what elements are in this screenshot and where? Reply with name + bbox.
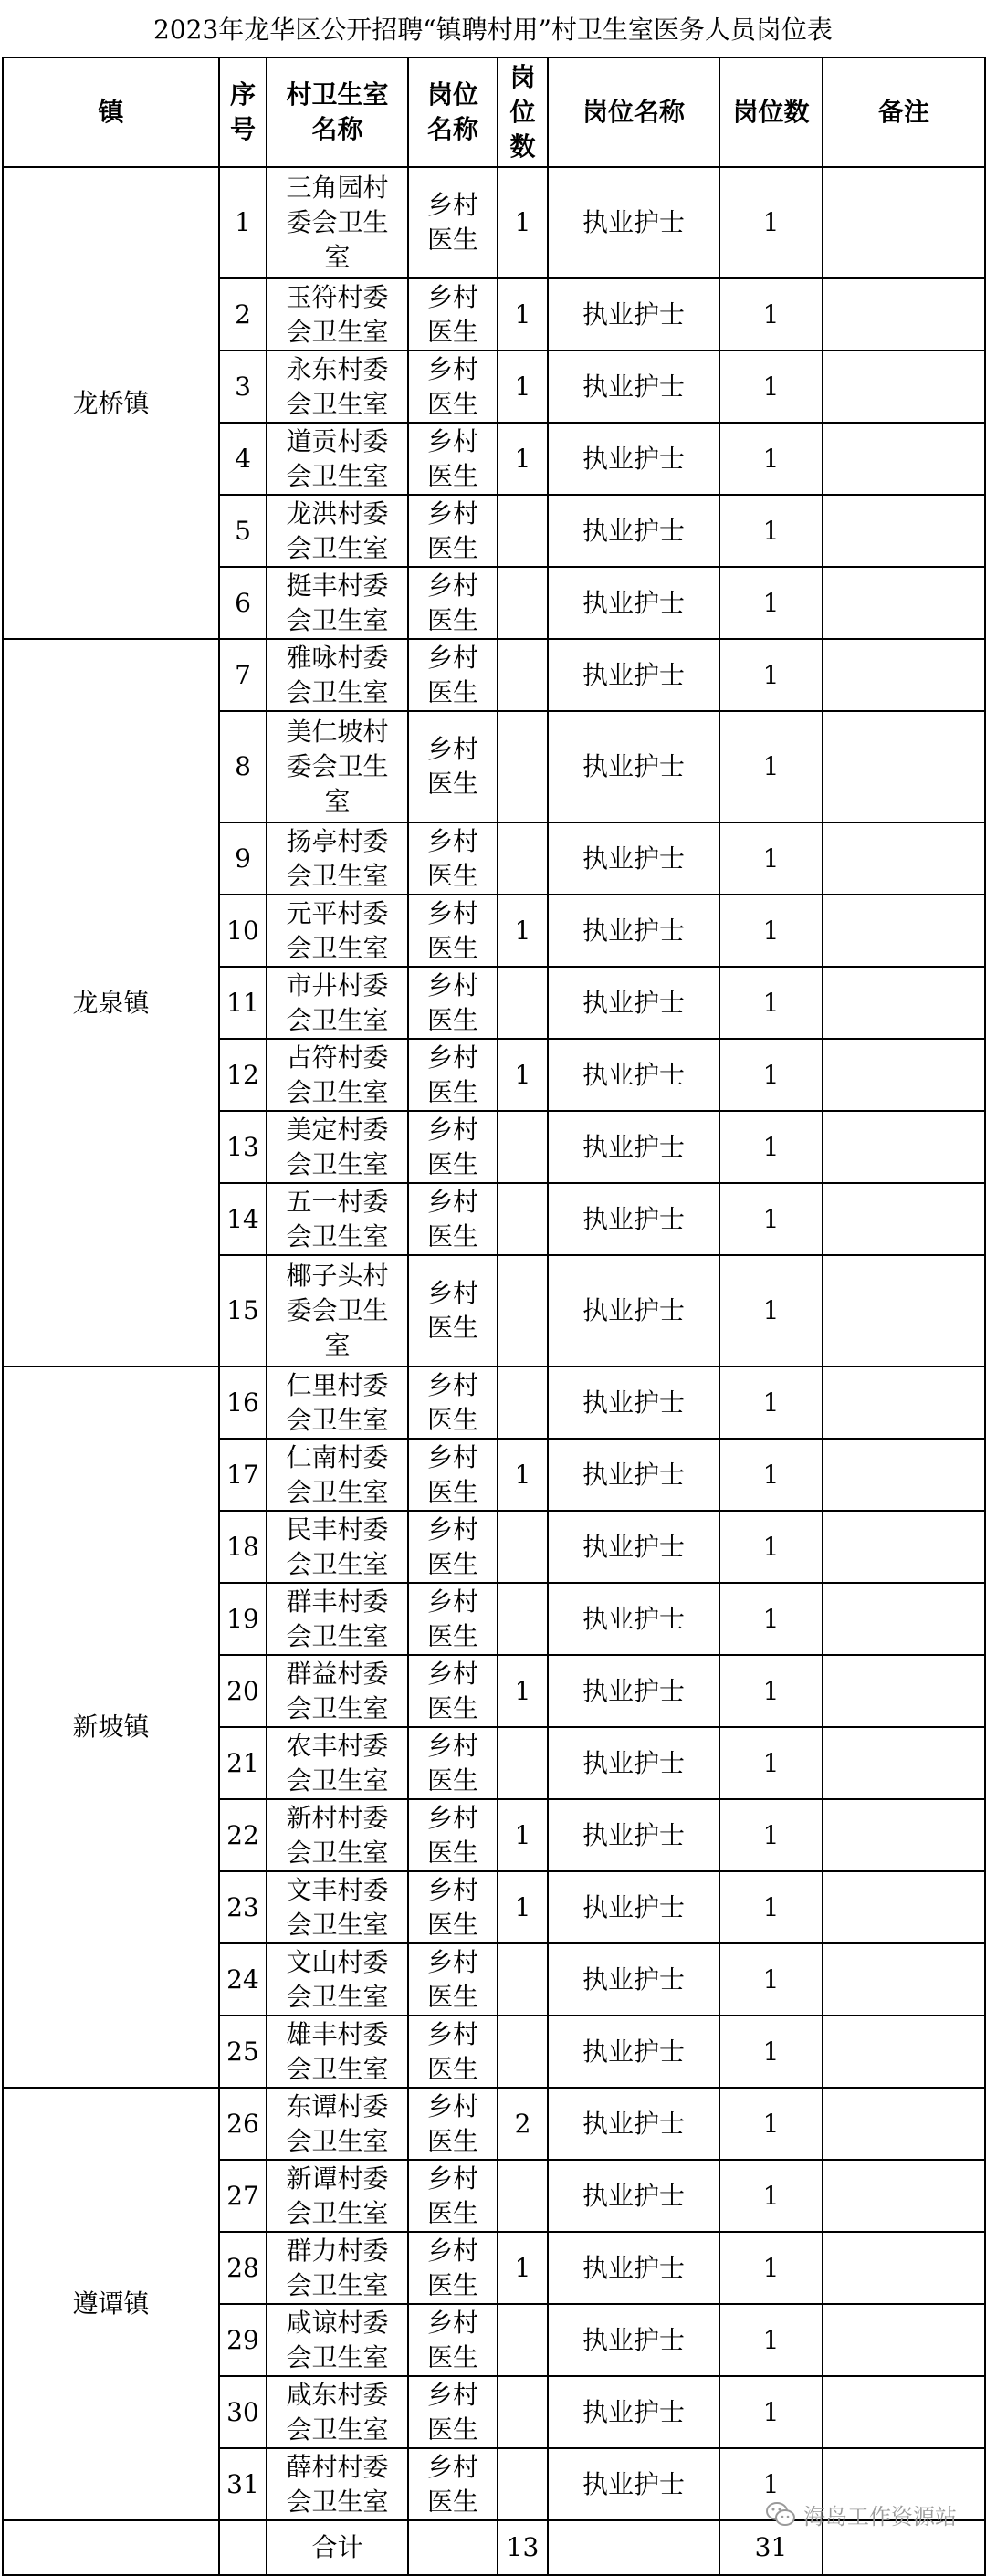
post-name-cell: 乡村医生 (408, 1367, 498, 1439)
seq-cell: 13 (219, 1111, 267, 1183)
post-name-cell: 乡村医生 (408, 2304, 498, 2376)
post-count-2-cell: 1 (719, 711, 823, 822)
post-count-cell: 1 (498, 351, 548, 423)
seq-cell: 17 (219, 1439, 267, 1511)
remark-cell (823, 1871, 985, 1943)
clinic-cell: 三角园村委会卫生室 (267, 167, 408, 278)
seq-cell: 19 (219, 1583, 267, 1655)
clinic-cell: 民丰村委会卫生室 (267, 1511, 408, 1583)
post-count-cell: 1 (498, 2232, 548, 2304)
post-count-2-cell: 1 (719, 895, 823, 967)
clinic-cell: 椰子头村委会卫生室 (267, 1255, 408, 1367)
remark-cell (823, 1039, 985, 1111)
remark-cell (823, 2304, 985, 2376)
post-count-2-cell: 1 (719, 167, 823, 278)
post-count-2-cell: 1 (719, 278, 823, 351)
post-count-cell: 1 (498, 1655, 548, 1727)
remark-cell (823, 1655, 985, 1727)
post-count-cell: 1 (498, 1039, 548, 1111)
seq-cell: 26 (219, 2088, 267, 2160)
post-count-cell: 1 (498, 895, 548, 967)
clinic-cell: 雅咏村委会卫生室 (267, 639, 408, 711)
post-name-cell: 乡村医生 (408, 423, 498, 495)
clinic-cell: 挺丰村委会卫生室 (267, 567, 408, 639)
post-name-2-cell: 执业护士 (548, 351, 719, 423)
remark-cell (823, 351, 985, 423)
remark-cell (823, 495, 985, 567)
clinic-cell: 薛村村委会卫生室 (267, 2448, 408, 2520)
post-count-cell (498, 1111, 548, 1183)
post-name-cell: 乡村医生 (408, 1799, 498, 1871)
total-empty-cell (548, 2520, 719, 2575)
clinic-cell: 仁南村委会卫生室 (267, 1439, 408, 1511)
post-name-cell: 乡村医生 (408, 1511, 498, 1583)
table-body (3, 167, 985, 2575)
seq-cell: 2 (219, 278, 267, 351)
header-seq: 序号 (219, 58, 267, 167)
remark-cell (823, 2160, 985, 2232)
town-cell: 遵谭镇 (3, 2088, 219, 2520)
table-row (3, 1367, 985, 1439)
post-name-cell: 乡村医生 (408, 2160, 498, 2232)
post-name-cell: 乡村医生 (408, 278, 498, 351)
clinic-cell: 雄丰村委会卫生室 (267, 2016, 408, 2088)
town-cell: 龙桥镇 (3, 167, 219, 639)
remark-cell (823, 278, 985, 351)
clinic-cell: 新村村委会卫生室 (267, 1799, 408, 1871)
post-name-cell: 乡村医生 (408, 2448, 498, 2520)
post-name-2-cell: 执业护士 (548, 2376, 719, 2448)
clinic-cell: 市井村委会卫生室 (267, 967, 408, 1039)
clinic-cell: 文山村委会卫生室 (267, 1943, 408, 2016)
post-name-2-cell: 执业护士 (548, 1655, 719, 1727)
clinic-cell: 五一村委会卫生室 (267, 1183, 408, 1255)
post-name-2-cell: 执业护士 (548, 1943, 719, 2016)
post-name-cell: 乡村医生 (408, 1439, 498, 1511)
post-name-2-cell: 执业护士 (548, 495, 719, 567)
post-count-cell (498, 1583, 548, 1655)
post-count-cell (498, 2016, 548, 2088)
post-count-2-cell: 1 (719, 1799, 823, 1871)
position-table (2, 57, 986, 2576)
remark-cell (823, 711, 985, 822)
post-count-2-cell: 1 (719, 1943, 823, 2016)
clinic-cell: 群丰村委会卫生室 (267, 1583, 408, 1655)
clinic-cell: 占符村委会卫生室 (267, 1039, 408, 1111)
seq-cell: 23 (219, 1871, 267, 1943)
post-name-2-cell: 执业护士 (548, 2448, 719, 2520)
post-count-2-cell: 1 (719, 1511, 823, 1583)
post-count-2-cell: 1 (719, 1111, 823, 1183)
remark-cell (823, 423, 985, 495)
seq-cell: 6 (219, 567, 267, 639)
post-name-2-cell: 执业护士 (548, 1871, 719, 1943)
remark-cell (823, 822, 985, 895)
header-post-count-2: 岗位数 (719, 58, 823, 167)
clinic-cell: 道贡村委会卫生室 (267, 423, 408, 495)
remark-cell (823, 167, 985, 278)
post-name-2-cell: 执业护士 (548, 423, 719, 495)
clinic-cell: 扬亭村委会卫生室 (267, 822, 408, 895)
post-count-2-cell: 1 (719, 2088, 823, 2160)
post-name-cell: 乡村医生 (408, 1727, 498, 1799)
post-count-cell: 2 (498, 2088, 548, 2160)
post-name-cell: 乡村医生 (408, 1183, 498, 1255)
post-count-2-cell: 1 (719, 1655, 823, 1727)
post-name-2-cell: 执业护士 (548, 1511, 719, 1583)
clinic-cell: 元平村委会卫生室 (267, 895, 408, 967)
post-count-cell: 1 (498, 1439, 548, 1511)
post-name-2-cell: 执业护士 (548, 1727, 719, 1799)
post-name-2-cell: 执业护士 (548, 1255, 719, 1367)
post-count-cell: 1 (498, 1799, 548, 1871)
remark-cell (823, 1439, 985, 1511)
remark-cell (823, 1583, 985, 1655)
seq-cell: 30 (219, 2376, 267, 2448)
seq-cell: 7 (219, 639, 267, 711)
post-name-cell: 乡村医生 (408, 2088, 498, 2160)
post-name-cell: 乡村医生 (408, 167, 498, 278)
header-clinic: 村卫生室名称 (267, 58, 408, 167)
clinic-cell: 群益村委会卫生室 (267, 1655, 408, 1727)
post-name-2-cell: 执业护士 (548, 2088, 719, 2160)
post-name-cell: 乡村医生 (408, 1943, 498, 2016)
post-name-cell: 乡村医生 (408, 639, 498, 711)
post-name-cell: 乡村医生 (408, 967, 498, 1039)
seq-cell: 25 (219, 2016, 267, 2088)
header-row (3, 58, 985, 167)
post-name-2-cell: 执业护士 (548, 967, 719, 1039)
remark-cell (823, 2088, 985, 2160)
post-count-2-cell: 1 (719, 822, 823, 895)
clinic-cell: 新谭村委会卫生室 (267, 2160, 408, 2232)
post-name-2-cell: 执业护士 (548, 567, 719, 639)
post-count-cell (498, 2448, 548, 2520)
seq-cell: 1 (219, 167, 267, 278)
total-empty-cell (219, 2520, 267, 2575)
post-name-2-cell: 执业护士 (548, 278, 719, 351)
post-count-cell (498, 2304, 548, 2376)
remark-cell (823, 1943, 985, 2016)
post-count-2-cell: 1 (719, 1039, 823, 1111)
post-count-cell (498, 2160, 548, 2232)
seq-cell: 4 (219, 423, 267, 495)
post-name-2-cell: 执业护士 (548, 711, 719, 822)
remark-cell (823, 1511, 985, 1583)
post-name-2-cell: 执业护士 (548, 822, 719, 895)
post-name-cell: 乡村医生 (408, 1655, 498, 1727)
clinic-cell: 美定村委会卫生室 (267, 1111, 408, 1183)
post-count-2-cell: 1 (719, 2016, 823, 2088)
clinic-cell: 玉符村委会卫生室 (267, 278, 408, 351)
seq-cell: 8 (219, 711, 267, 822)
watermark-text: 海岛工作资源站 (803, 2503, 957, 2529)
remark-cell (823, 895, 985, 967)
remark-cell (823, 1799, 985, 1871)
total-empty-cell (3, 2520, 219, 2575)
post-count-cell (498, 495, 548, 567)
post-count-cell: 1 (498, 423, 548, 495)
post-count-2-cell: 1 (719, 1871, 823, 1943)
post-count-2-cell: 1 (719, 967, 823, 1039)
seq-cell: 5 (219, 495, 267, 567)
post-count-cell (498, 711, 548, 822)
post-count-2-cell: 1 (719, 2448, 823, 2520)
town-cell: 龙泉镇 (3, 639, 219, 1367)
total-label: 合计 (267, 2520, 408, 2575)
post-count-2-cell: 1 (719, 2232, 823, 2304)
post-count-cell (498, 822, 548, 895)
remark-cell (823, 2376, 985, 2448)
wechat-icon (765, 2500, 796, 2528)
table-row (3, 167, 985, 278)
seq-cell: 3 (219, 351, 267, 423)
post-count-2-cell: 1 (719, 2304, 823, 2376)
clinic-cell: 美仁坡村委会卫生室 (267, 711, 408, 822)
post-name-cell: 乡村医生 (408, 351, 498, 423)
clinic-cell: 农丰村委会卫生室 (267, 1727, 408, 1799)
remark-cell (823, 567, 985, 639)
seq-cell: 22 (219, 1799, 267, 1871)
post-name-2-cell: 执业护士 (548, 1367, 719, 1439)
clinic-cell: 仁里村委会卫生室 (267, 1367, 408, 1439)
post-name-2-cell: 执业护士 (548, 1183, 719, 1255)
clinic-cell: 永东村委会卫生室 (267, 351, 408, 423)
seq-cell: 29 (219, 2304, 267, 2376)
clinic-cell: 东谭村委会卫生室 (267, 2088, 408, 2160)
clinic-cell: 咸谅村委会卫生室 (267, 2304, 408, 2376)
post-name-cell: 乡村医生 (408, 1255, 498, 1367)
seq-cell: 24 (219, 1943, 267, 2016)
post-name-2-cell: 执业护士 (548, 2160, 719, 2232)
post-name-2-cell: 执业护士 (548, 2016, 719, 2088)
post-count-cell (498, 1183, 548, 1255)
remark-cell (823, 1255, 985, 1367)
post-name-cell: 乡村医生 (408, 895, 498, 967)
post-count-2-cell: 1 (719, 1727, 823, 1799)
header-post-name-2: 岗位名称 (548, 58, 719, 167)
post-count-cell (498, 967, 548, 1039)
post-count-2-cell: 1 (719, 495, 823, 567)
post-name-cell: 乡村医生 (408, 711, 498, 822)
remark-cell (823, 1727, 985, 1799)
seq-cell: 28 (219, 2232, 267, 2304)
post-name-2-cell: 执业护士 (548, 1111, 719, 1183)
table-row (3, 2088, 985, 2160)
header-post-name: 岗位名称 (408, 58, 498, 167)
total-count-2: 31 (719, 2520, 823, 2575)
remark-cell (823, 967, 985, 1039)
table-row (3, 639, 985, 711)
seq-cell: 10 (219, 895, 267, 967)
page-title: 2023年龙华区公开招聘“镇聘村用”村卫生室医务人员岗位表 (153, 15, 833, 45)
remark-cell (823, 2232, 985, 2304)
post-count-2-cell: 1 (719, 567, 823, 639)
watermark (765, 2496, 957, 2532)
seq-cell: 27 (219, 2160, 267, 2232)
post-name-cell: 乡村医生 (408, 1871, 498, 1943)
post-count-2-cell: 1 (719, 2376, 823, 2448)
post-count-cell (498, 1255, 548, 1367)
post-count-cell (498, 1943, 548, 2016)
post-count-cell (498, 567, 548, 639)
header-post-count: 岗位数 (498, 58, 548, 167)
post-name-cell: 乡村医生 (408, 822, 498, 895)
seq-cell: 21 (219, 1727, 267, 1799)
post-count-2-cell: 1 (719, 1255, 823, 1367)
seq-cell: 20 (219, 1655, 267, 1727)
post-name-cell: 乡村医生 (408, 1111, 498, 1183)
clinic-cell: 咸东村委会卫生室 (267, 2376, 408, 2448)
post-count-2-cell: 1 (719, 1439, 823, 1511)
post-name-2-cell: 执业护士 (548, 1799, 719, 1871)
post-name-cell: 乡村医生 (408, 2016, 498, 2088)
post-name-cell: 乡村医生 (408, 2376, 498, 2448)
remark-cell (823, 639, 985, 711)
post-name-2-cell: 执业护士 (548, 167, 719, 278)
post-count-cell (498, 639, 548, 711)
seq-cell: 14 (219, 1183, 267, 1255)
seq-cell: 18 (219, 1511, 267, 1583)
post-name-cell: 乡村医生 (408, 2232, 498, 2304)
seq-cell: 12 (219, 1039, 267, 1111)
post-name-2-cell: 执业护士 (548, 2304, 719, 2376)
town-cell: 新坡镇 (3, 1367, 219, 2088)
post-count-2-cell: 1 (719, 1367, 823, 1439)
seq-cell: 11 (219, 967, 267, 1039)
post-count-2-cell: 1 (719, 351, 823, 423)
post-count-cell: 1 (498, 278, 548, 351)
post-name-2-cell: 执业护士 (548, 639, 719, 711)
seq-cell: 16 (219, 1367, 267, 1439)
clinic-cell: 文丰村委会卫生室 (267, 1871, 408, 1943)
clinic-cell: 群力村委会卫生室 (267, 2232, 408, 2304)
post-count-cell (498, 2376, 548, 2448)
post-count-cell: 1 (498, 167, 548, 278)
post-count-2-cell: 1 (719, 2160, 823, 2232)
header-remark: 备注 (823, 58, 985, 167)
remark-cell (823, 1111, 985, 1183)
post-count-cell (498, 1727, 548, 1799)
post-count-2-cell: 1 (719, 1183, 823, 1255)
post-name-cell: 乡村医生 (408, 567, 498, 639)
seq-cell: 31 (219, 2448, 267, 2520)
post-count-cell (498, 1367, 548, 1439)
post-count-cell: 1 (498, 1871, 548, 1943)
post-name-cell: 乡村医生 (408, 1039, 498, 1111)
post-name-cell: 乡村医生 (408, 1583, 498, 1655)
header-town: 镇 (3, 58, 219, 167)
total-empty-cell (408, 2520, 498, 2575)
post-name-cell: 乡村医生 (408, 495, 498, 567)
clinic-cell: 龙洪村委会卫生室 (267, 495, 408, 567)
seq-cell: 9 (219, 822, 267, 895)
post-name-2-cell: 执业护士 (548, 1583, 719, 1655)
remark-cell (823, 1183, 985, 1255)
post-count-cell (498, 1511, 548, 1583)
post-name-2-cell: 执业护士 (548, 2232, 719, 2304)
total-post-count: 13 (498, 2520, 548, 2575)
post-count-2-cell: 1 (719, 423, 823, 495)
remark-cell (823, 1367, 985, 1439)
post-count-2-cell: 1 (719, 1583, 823, 1655)
post-name-2-cell: 执业护士 (548, 1039, 719, 1111)
seq-cell: 15 (219, 1255, 267, 1367)
remark-cell (823, 2016, 985, 2088)
post-name-2-cell: 执业护士 (548, 895, 719, 967)
post-count-2-cell: 1 (719, 639, 823, 711)
post-name-2-cell: 执业护士 (548, 1439, 719, 1511)
